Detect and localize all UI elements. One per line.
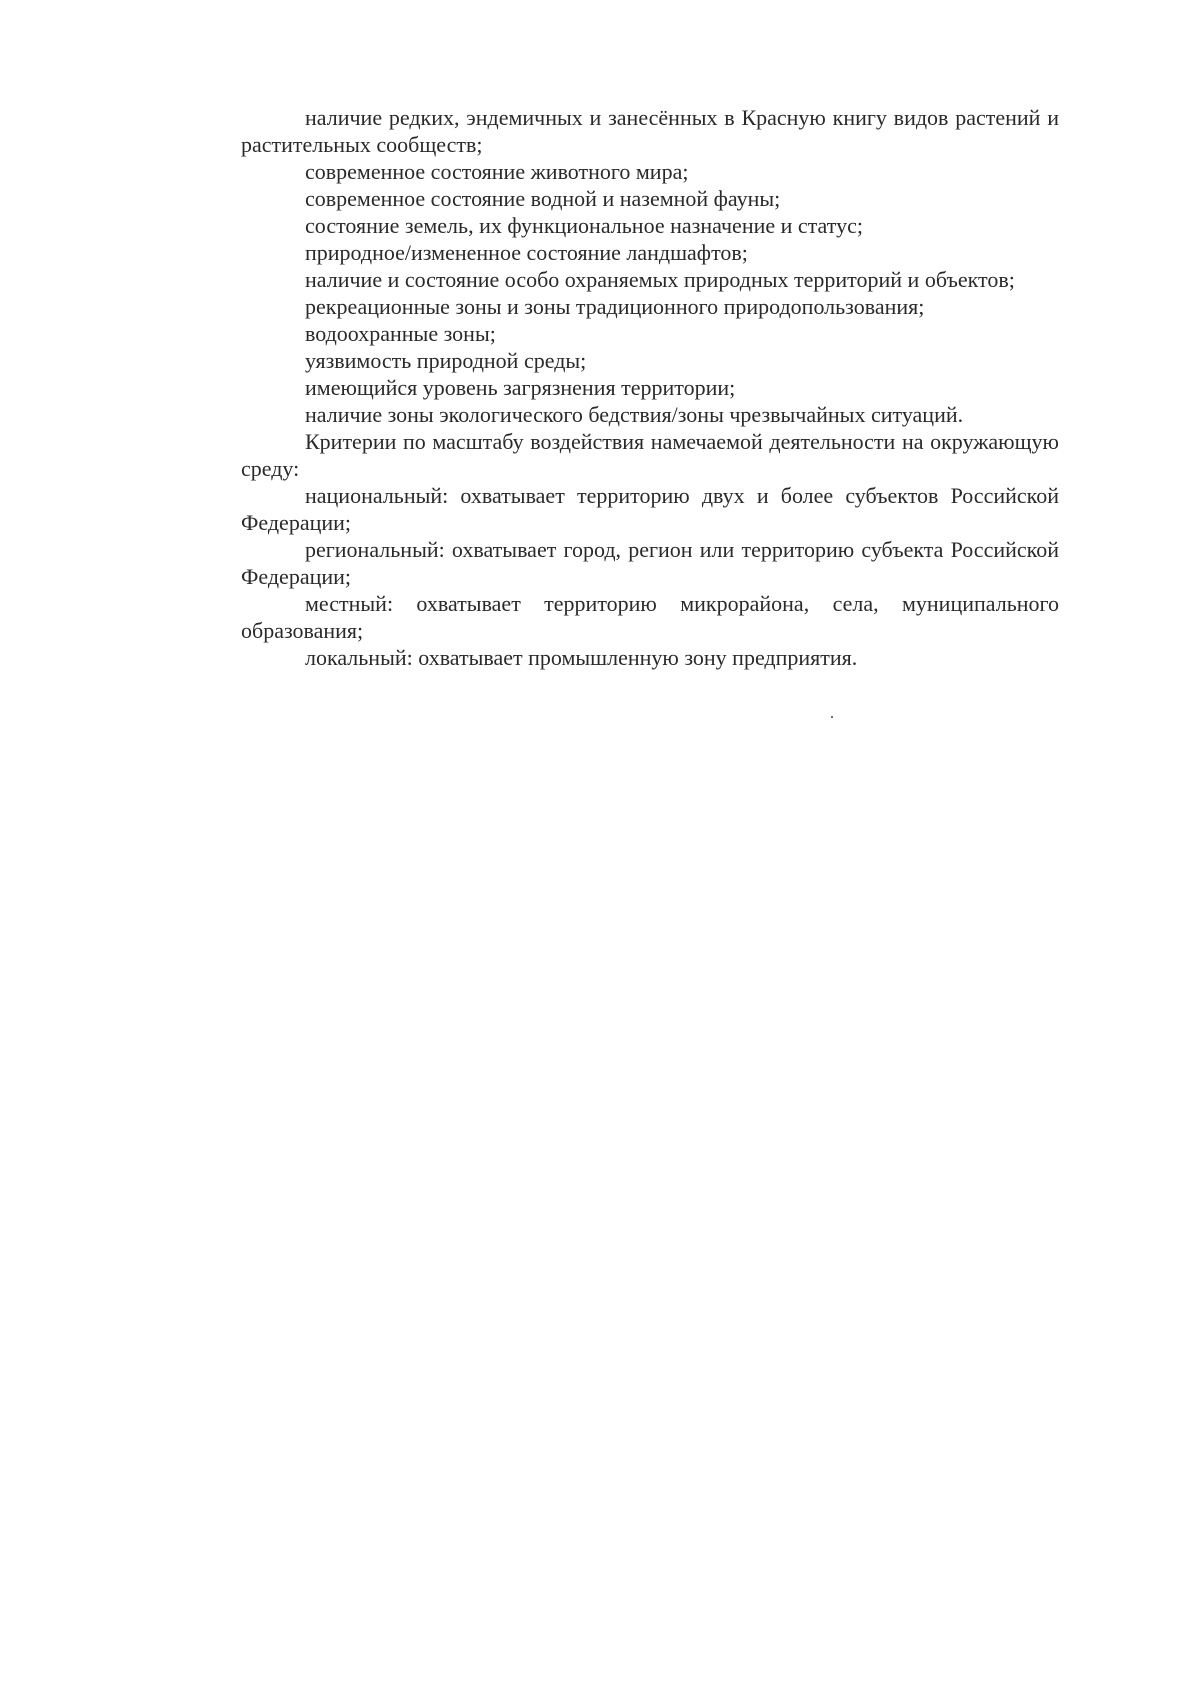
paragraph-protected-areas: наличие и состояние особо охраняемых природных территорий и объектов;	[305, 267, 1015, 292]
paragraph-recreation-zones: рекреационные зоны и зоны традиционного природопользования;	[305, 294, 925, 319]
paragraph-land-status: состояние земель, их функциональное назначение и статус;	[305, 213, 863, 238]
paragraph-criteria-heading: Критерии по масштабу воздействия намечаемой деятельности на окружающую среду:	[241, 429, 1059, 481]
paragraph-rare-species: наличие редких, эндемичных и занесённых в Красную книгу видов растений и растительных сообществ;	[241, 105, 1059, 157]
paragraph-fauna: современное состояние водной и наземной фауны;	[305, 186, 781, 211]
paragraph-scale-local-municipal: местный: охватывает территорию микрорайона, села, муниципального образования;	[241, 591, 1059, 643]
paragraph-disaster-zone: наличие зоны экологического бедствия/зоны чрезвычайных ситуаций.	[305, 402, 964, 427]
paragraph-scale-local-industrial: локальный: охватывает промышленную зону предприятия.	[305, 645, 858, 670]
paragraph-animal-world: современное состояние животного мира;	[305, 159, 689, 184]
paragraph-scale-regional: региональный: охватывает город, регион или территорию субъекта Российской Федерации;	[241, 537, 1059, 589]
paragraph-landscapes: природное/измененное состояние ландшафтов;	[305, 240, 748, 265]
scan-dot-mark	[831, 716, 833, 718]
paragraph-scale-national: национальный: охватывает территорию двух и более субъектов Российской Федерации;	[241, 483, 1059, 535]
document-body	[241, 104, 1059, 671]
paragraph-water-protection-zones: водоохранные зоны;	[305, 321, 496, 346]
paragraph-pollution-level: имеющийся уровень загрязнения территории;	[305, 375, 736, 400]
paragraph-vulnerability: уязвимость природной среды;	[305, 348, 587, 373]
